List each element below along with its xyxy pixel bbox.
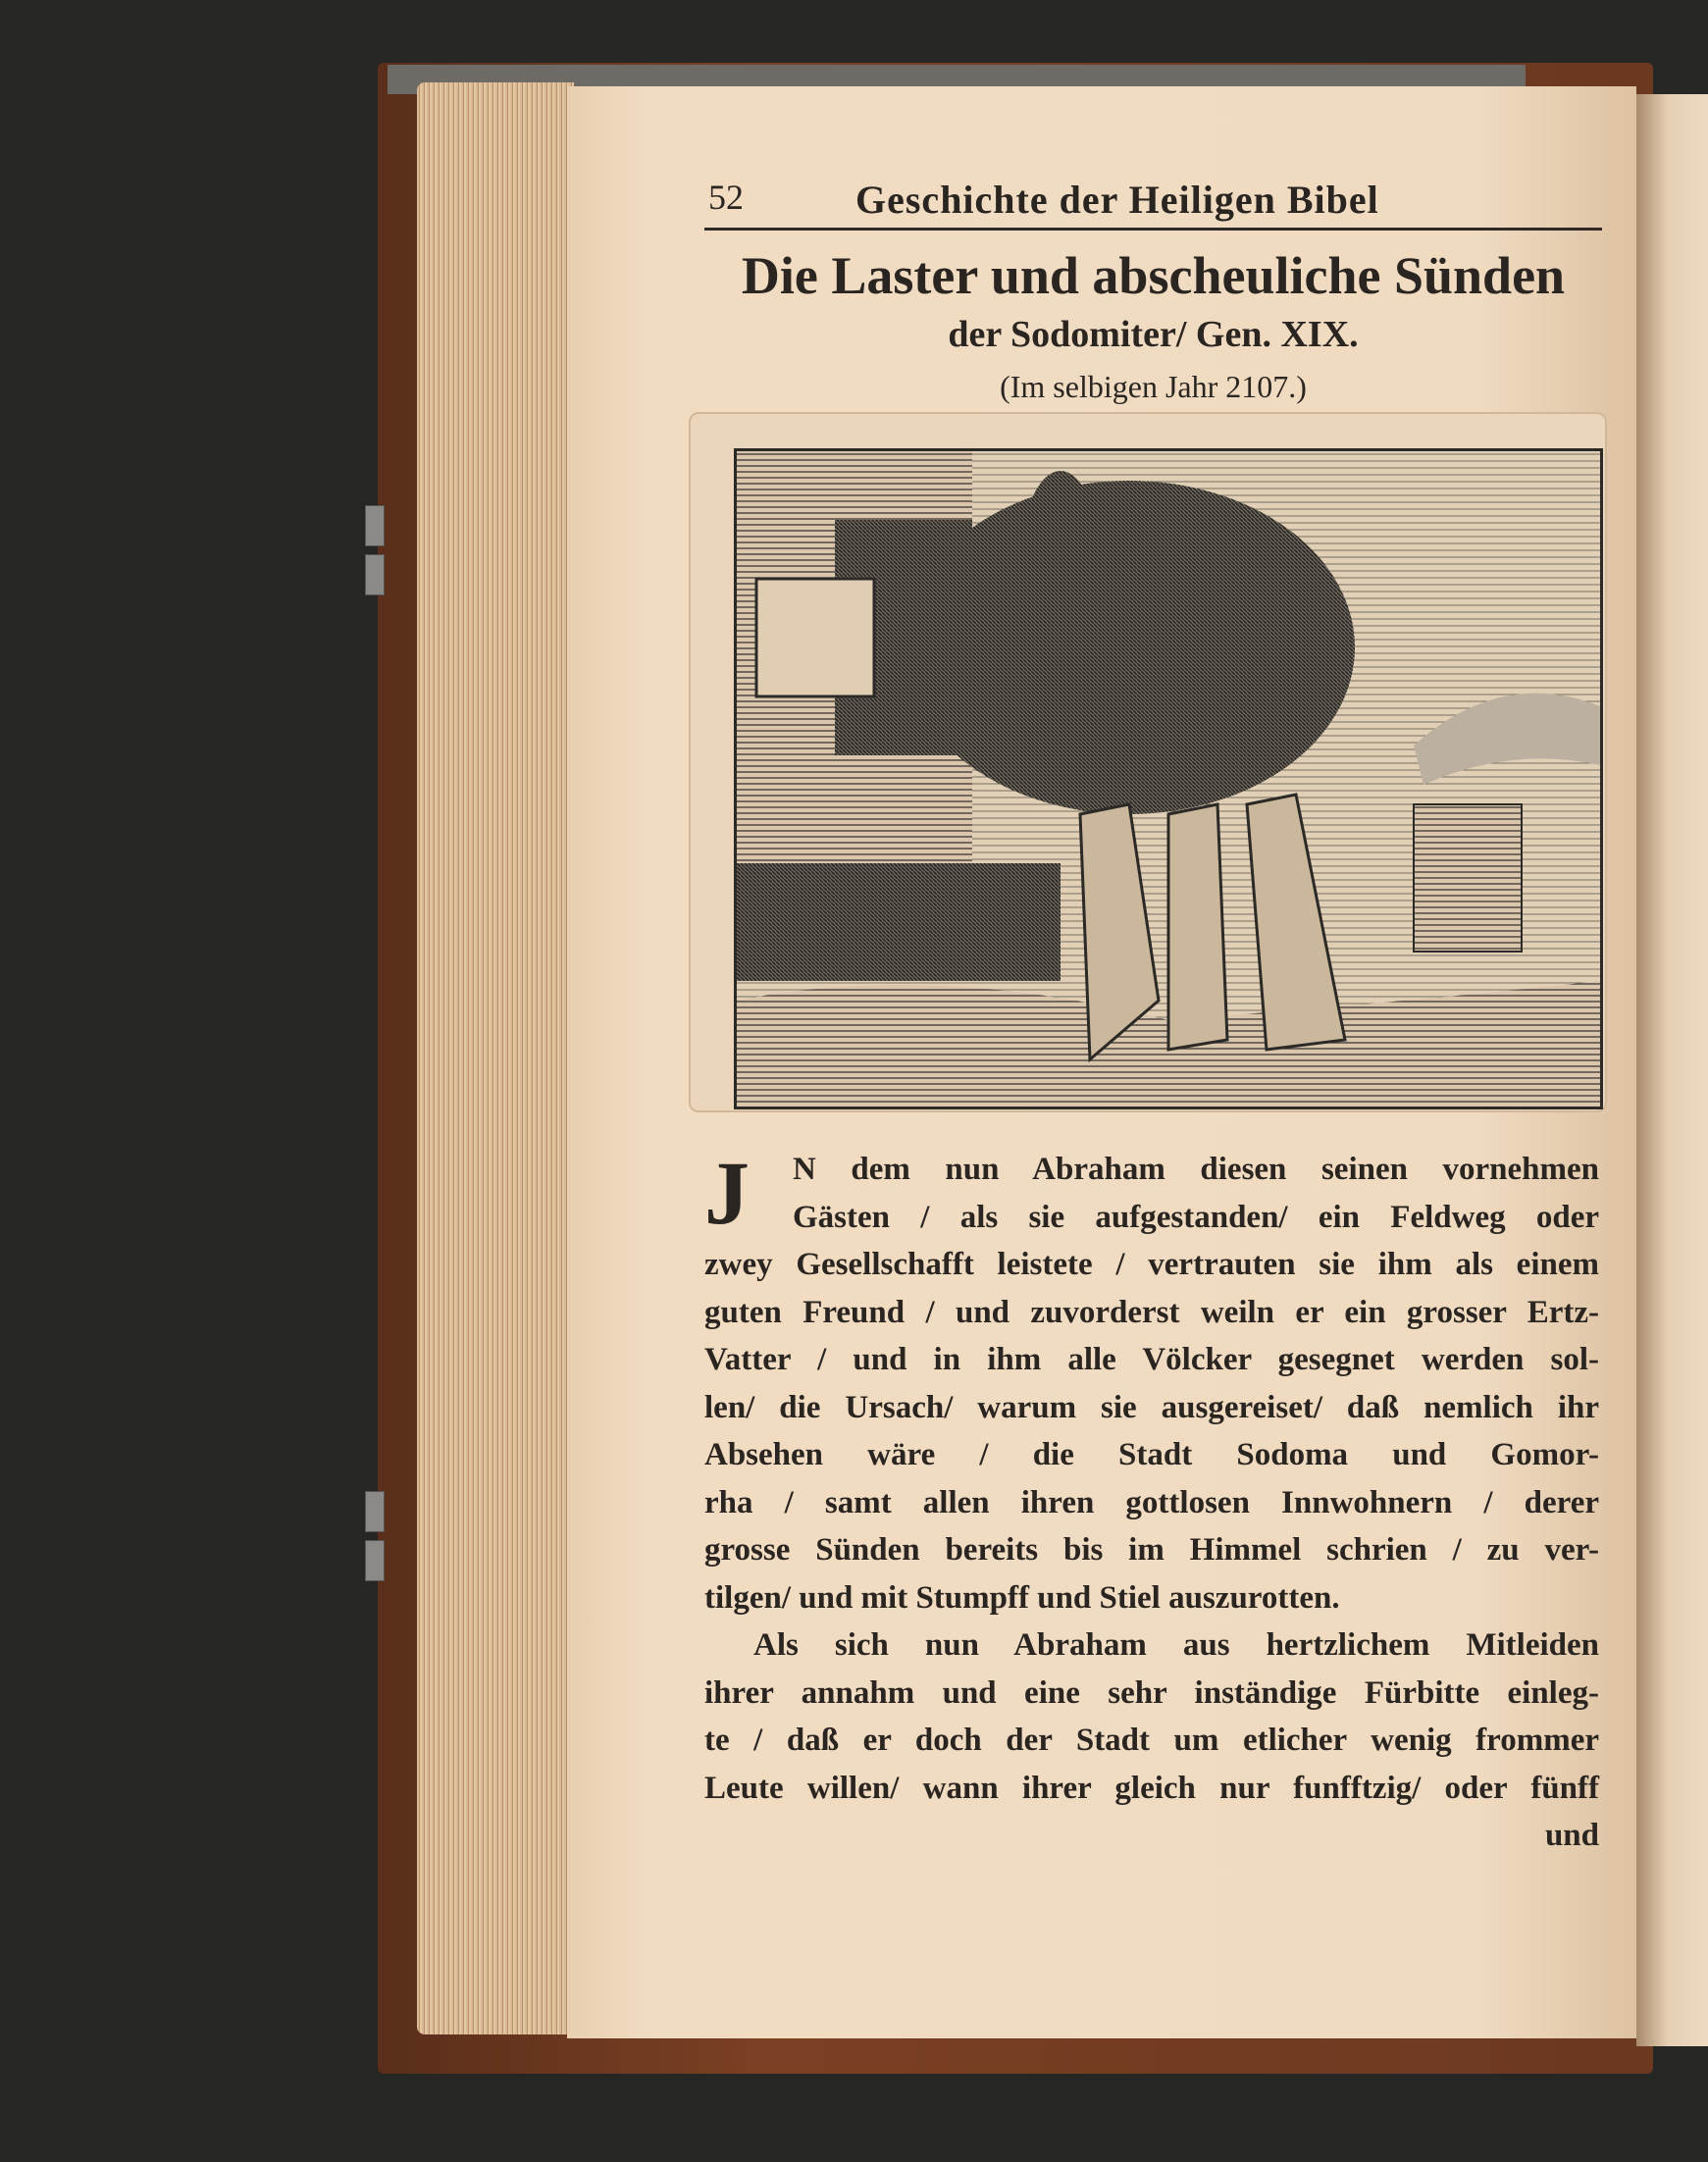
drop-cap: J xyxy=(704,1143,750,1243)
text-line: te / daß er doch der Stadt um etlicher wenig frommer xyxy=(704,1723,1599,1758)
house xyxy=(756,579,874,696)
clasp-icon xyxy=(365,554,385,595)
text-line: Absehen wäre / die Stadt Sodoma und Gomor- xyxy=(704,1437,1599,1472)
cypress xyxy=(1021,471,1100,647)
text-line: ihrer annahm und eine sehr inständige Fürbitte einleg- xyxy=(704,1674,1599,1711)
text-line: Gästen / als sie aufgestanden/ ein Feldweg oder xyxy=(793,1199,1599,1235)
trees xyxy=(904,481,1355,814)
facing-page xyxy=(1636,94,1708,2046)
text-line: zwey Gesellschafft leistete / vertrauten sie ihm als einem xyxy=(704,1247,1599,1282)
running-head: Geschichte der Heiligen Bibel xyxy=(855,178,1379,222)
garden-fence xyxy=(737,863,1061,981)
running-header xyxy=(708,177,1601,226)
year-note: (Im selbigen Jahr 2107.) xyxy=(1000,369,1307,404)
chapter-subtitle: der Sodomiter/ Gen. XIX. xyxy=(948,314,1359,355)
body-text xyxy=(704,1143,1599,1860)
text-line: N dem nun Abraham diesen seinen vornehmen xyxy=(793,1152,1599,1187)
distant-city xyxy=(1414,804,1522,952)
text-line: grosse Sünden bereits bis im Himmel schrien / zu ver- xyxy=(704,1532,1599,1568)
text-line: Vatter / und in ihm alle Völcker gesegnet werden sol- xyxy=(704,1342,1599,1377)
text-line: tilgen/ und mit Stumpff und Stiel auszurotten. xyxy=(704,1579,1340,1616)
text-line: rha / samt allen ihren gottlosen Innwohnern / derer xyxy=(704,1484,1599,1520)
catchword: und xyxy=(1544,1818,1599,1853)
clasp-icon xyxy=(365,1540,385,1581)
text-line: len/ die Ursach/ warum sie ausgereiset/ daß nemlich ihr xyxy=(704,1389,1599,1425)
page-fore-edges xyxy=(417,82,574,2034)
clasp-icon xyxy=(365,505,385,546)
text-line: guten Freund / und zuvorderst weiln er ein grosser Ertz- xyxy=(704,1294,1599,1330)
figure-angel xyxy=(1168,804,1227,1050)
clasp-icon xyxy=(365,1491,385,1532)
text-line: Leute willen/ wann ihrer gleich nur funfftzig/ oder fünff xyxy=(704,1770,1599,1806)
page-number: 52 xyxy=(708,178,744,217)
chapter-title: Die Laster und abscheuliche Sünden xyxy=(741,246,1566,305)
engraving-illustration xyxy=(734,448,1603,1109)
header-rule xyxy=(704,228,1602,231)
text-line: Als sich nun Abraham aus hertzlichem Mitleiden xyxy=(753,1627,1599,1663)
